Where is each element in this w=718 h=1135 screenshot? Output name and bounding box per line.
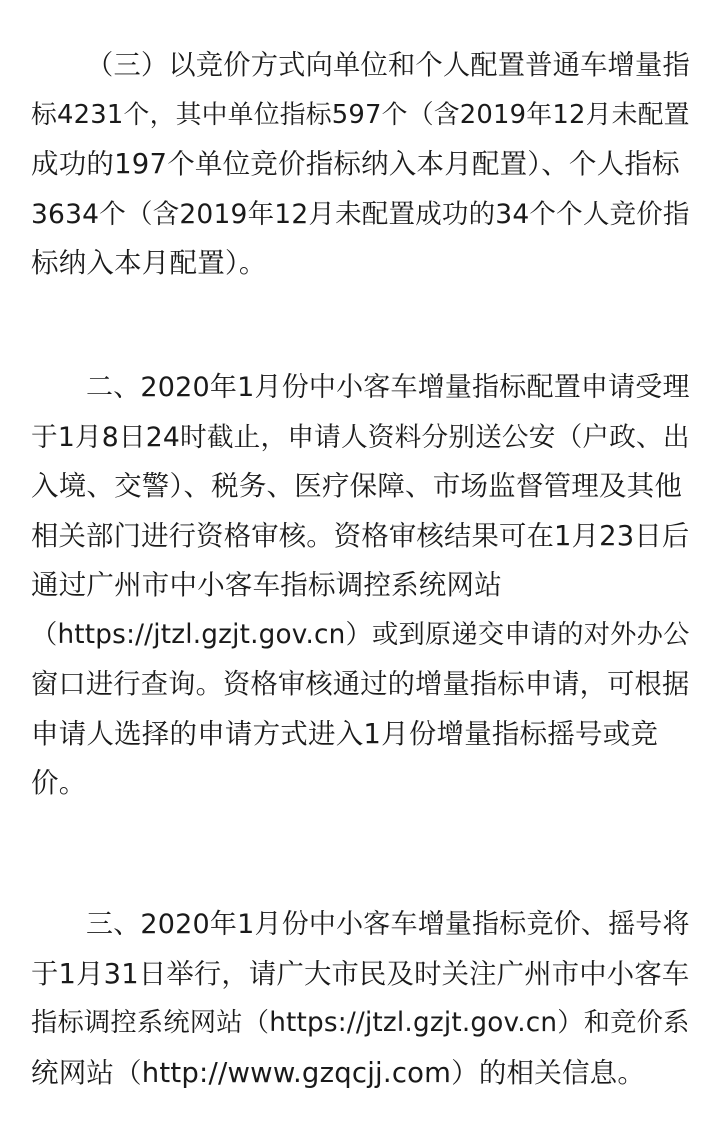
text-line: 指标调控系统网站（https://jtzl.gzjt.gov.cn）和竞价系 (31, 1008, 690, 1038)
text-line: 价。 (31, 767, 87, 799)
text-line: 相关部门进行资格审核。资格审核结果可在1月23日后 (31, 520, 690, 552)
paragraph-bidding-allocation (31, 41, 693, 289)
text-line: 标纳入本月配置）。 (31, 247, 267, 279)
text-line: 二、2020年1月份中小客车增量指标配置申请受理 (86, 372, 690, 403)
text-line: （三）以竞价方式向单位和个人配置普通车增量指 (86, 50, 690, 81)
text-line: 通过广州市中小客车指标调控系统网站 (31, 569, 502, 601)
text-line: 申请人选择的申请方式进入1月份增量指标摇号或竞 (31, 717, 659, 750)
text-line: （https://jtzl.gzjt.gov.cn）或到原递交申请的对外办公 (31, 619, 690, 650)
text-line: 三、2020年1月份中小客车增量指标竞价、摇号将 (86, 909, 690, 940)
text-line: 入境、交警）、税务、医疗保障、市场监督管理及其他 (31, 470, 683, 502)
text-line: 标4231个，其中单位指标597个（含2019年12月未配置 (31, 99, 690, 130)
text-line: 3634个（含2019年12月未配置成功的34个个人竞价指 (31, 198, 690, 230)
paragraph-application-deadline (31, 363, 693, 809)
paragraph-lottery-schedule (31, 900, 693, 1098)
text-line: 成功的197个单位竞价指标纳入本月配置）、个人指标 (31, 148, 680, 180)
text-line: 于1月31日举行，请广大市民及时关注广州市中小客车 (31, 958, 690, 990)
text-line: 窗口进行查询。资格审核通过的增量指标申请，可根据 (31, 669, 690, 700)
text-line: 于1月8日24时截止，申请人资料分别送公安（户政、出 (31, 421, 690, 453)
text-line: 统网站（http://www.gzqcjj.com）的相关信息。 (31, 1056, 646, 1089)
